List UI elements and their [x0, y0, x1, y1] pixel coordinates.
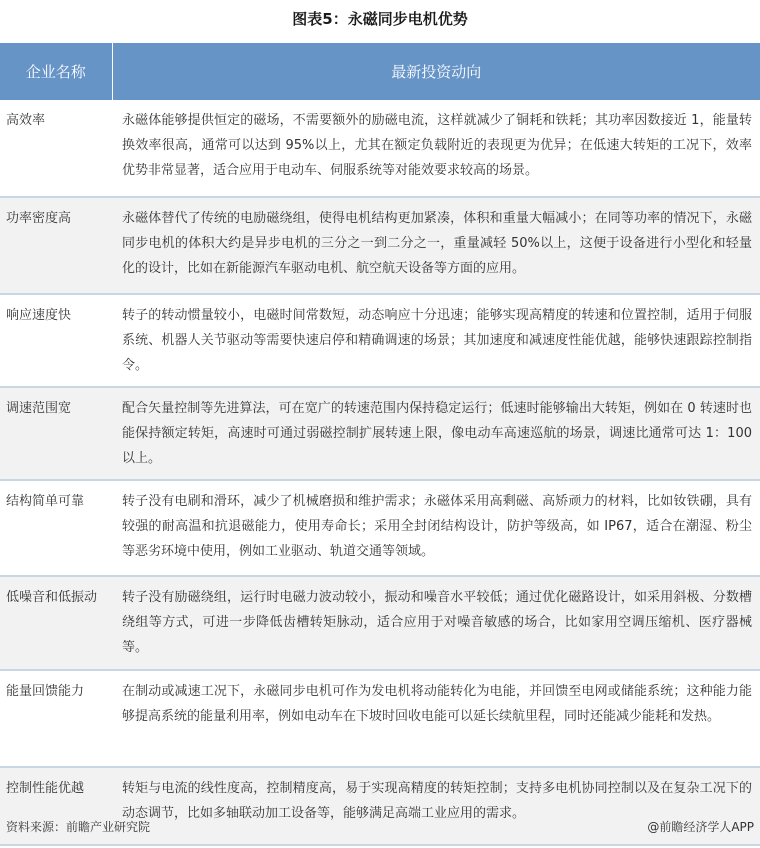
table-header-row — [0, 43, 760, 100]
table-row — [0, 294, 760, 387]
source-note: 资料来源：前瞻产业研究院 — [6, 820, 151, 834]
chart-title: 图表5：永磁同步电机优势 — [292, 10, 468, 28]
table-row — [0, 100, 760, 197]
row-name: 能量回馈能力 — [0, 670, 112, 767]
row-description: 转子没有励磁绕组，运行时电磁力波动较小，振动和噪音水平较低；通过优化磁路设计，如采用斜极、分数槽绕组等方式，可进一步降低齿槽转矩脉动，适合应用于对噪音敏感的场合，比如家用空调压缩机、医疗器械等。 — [112, 576, 760, 670]
table-row — [0, 387, 760, 480]
brand-credit: @前瞻经济学人APP — [647, 820, 754, 834]
row-description: 配合矢量控制等先进算法，可在宽广的转速范围内保持稳定运行；低速时能够输出大转矩，例如在 0 转速时也能保持额定转矩，高速时可通过弱磁控制扩展转速上限，像电动车高速巡航的场景，调速比通常可达 1：100 以上。 — [112, 387, 760, 480]
table-row — [0, 670, 760, 767]
row-name: 结构简单可靠 — [0, 480, 112, 576]
advantages-table — [0, 43, 760, 846]
header-company-name: 企业名称 — [0, 43, 112, 100]
row-name: 高效率 — [0, 100, 112, 197]
row-name: 控制性能优越 — [0, 767, 112, 845]
row-name: 低噪音和低振动 — [0, 576, 112, 670]
row-description: 转矩与电流的线性度高，控制精度高，易于实现高精度的转矩控制；支持多电机协同控制以及在复杂工况下的动态调节，比如多轴联动加工设备等，能够满足高端工业应用的需求。 — [112, 767, 760, 845]
row-name: 功率密度高 — [0, 197, 112, 294]
row-description: 在制动或减速工况下，永磁同步电机可作为发电机将动能转化为电能，并回馈至电网或储能系统；这种能力能够提高系统的能量利用率，例如电动车在下坡时回收电能可以延长续航里程，同时还能减少能耗和发热。 — [112, 670, 760, 767]
row-name: 响应速度快 — [0, 294, 112, 387]
row-description: 永磁体替代了传统的电励磁绕组，使得电机结构更加紧凑，体积和重量大幅减小；在同等功率的情况下，永磁同步电机的体积大约是异步电机的三分之一到二分之一，重量减轻 50%以上，这便于设备进行小型化和轻量化的设计，比如在新能源汽车驱动电机、航空航天设备等方面的应用。 — [112, 197, 760, 294]
row-description: 转子没有电刷和滑环，减少了机械磨损和维护需求；永磁体采用高剩磁、高矫顽力的材料，比如钕铁硼，具有较强的耐高温和抗退磁能力，使用寿命长；采用全封闭结构设计，防护等级高，如 IP67，适合在潮湿、粉尘等恶劣环境中使用，例如工业驱动、轨道交通等领域。 — [112, 480, 760, 576]
header-latest-investment: 最新投资动向 — [112, 43, 760, 100]
row-description: 转子的转动惯量较小，电磁时间常数短，动态响应十分迅速；能够实现高精度的转速和位置控制，适用于伺服系统、机器人关节驱动等需要快速启停和精确调速的场景；其加速度和减速度性能优越，能够快速跟踪控制指令。 — [112, 294, 760, 387]
row-name: 调速范围宽 — [0, 387, 112, 480]
table-row — [0, 197, 760, 294]
table-row — [0, 576, 760, 670]
table-row — [0, 480, 760, 576]
row-description: 永磁体能够提供恒定的磁场，不需要额外的励磁电流，这样就减少了铜耗和铁耗；其功率因数接近 1，能量转换效率很高，通常可以达到 95%以上，尤其在额定负载附近的表现更为优异；在低速大转矩的工况下，效率优势非常显著，适合应用于电动车、伺服系统等对能效要求较高的场景。 — [112, 100, 760, 197]
